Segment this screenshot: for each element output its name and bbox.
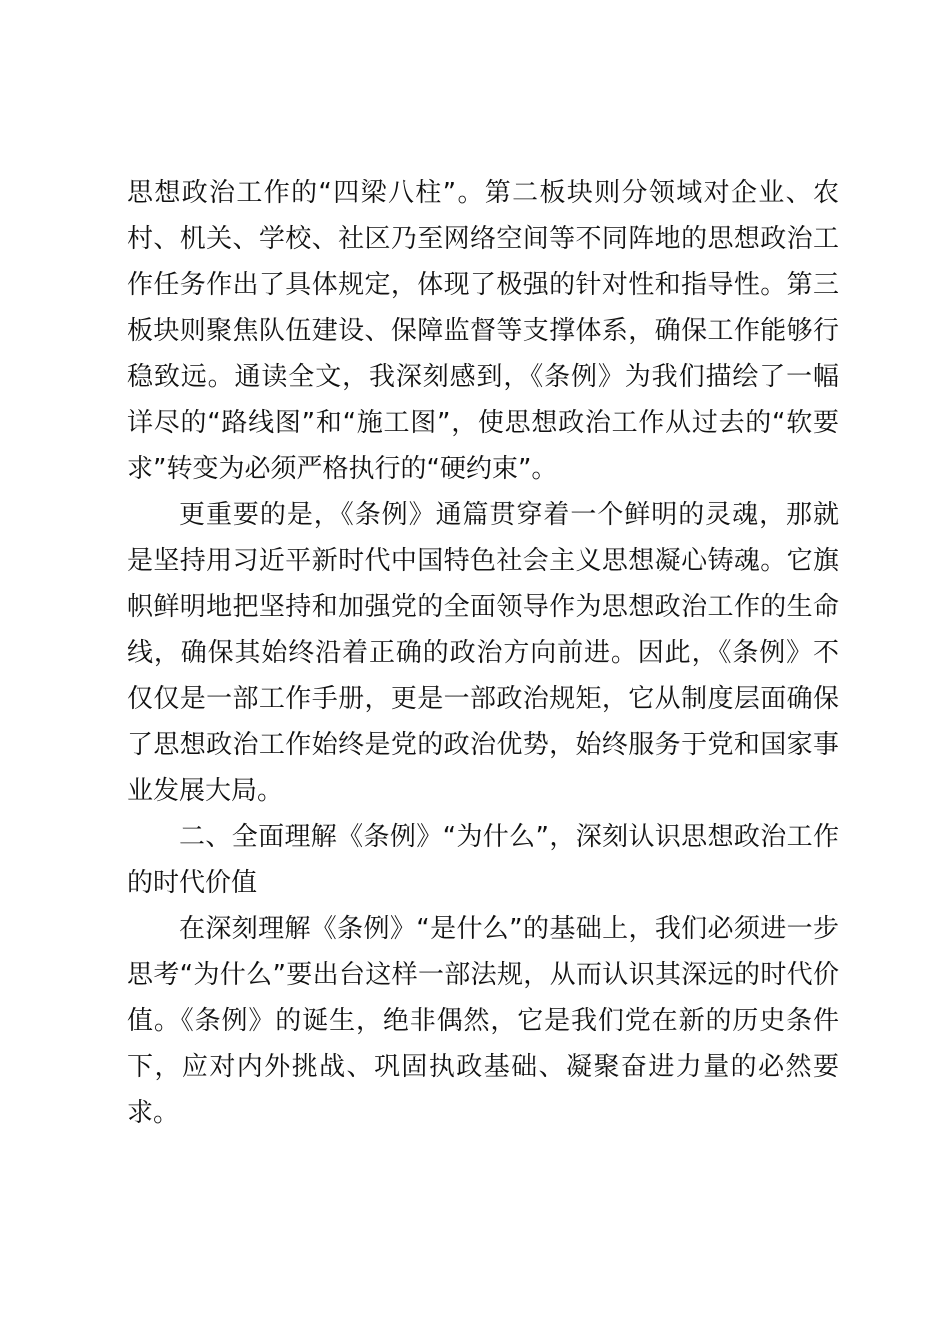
- paragraph-soul-of-regulation: 更重要的是，《条例》通篇贯穿着一个鲜明的灵魂，那就是坚持用习近平新时代中国特色社会主义思想凝心铸魂。它旗帜鲜明地把坚持和加强党的全面领导作为思想政治工作的生命线，确保其始终沿着正确的政治方向前进。因此，《条例》不仅仅是一部工作手册，更是一部政治规矩，它从制度层面确保了思想政治工作始终是党的政治优势，始终服务于党和国家事业发展大局。: [127, 500, 839, 806]
- paragraph-era-value: 在深刻理解《条例》“是什么”的基础上，我们必须进一步思考“为什么”要出台这样一部法规，从而认识其深远的时代价值。《条例》的诞生，绝非偶然，它是我们党在新的历史条件下，应对内外挑战、巩固执政基础、凝聚奋进力量的必然要求。: [127, 914, 839, 1128]
- document-body: [127, 170, 839, 1136]
- section-heading-why: 二、全面理解《条例》“为什么”，深刻认识思想政治工作的时代价值: [127, 822, 839, 898]
- paragraph-continuation: 思想政治工作的“四梁八柱”。第二板块则分领域对企业、农村、机关、学校、社区乃至网络空间等不同阵地的思想政治工作任务作出了具体规定，体现了极强的针对性和指导性。第三板块则聚焦队伍建设、保障监督等支撑体系，确保工作能够行稳致远。通读全文，我深刻感到，《条例》为我们描绘了一幅详尽的“路线图”和“施工图”，使思想政治工作从过去的“软要求”转变为必须严格执行的“硬约束”。: [127, 178, 839, 484]
